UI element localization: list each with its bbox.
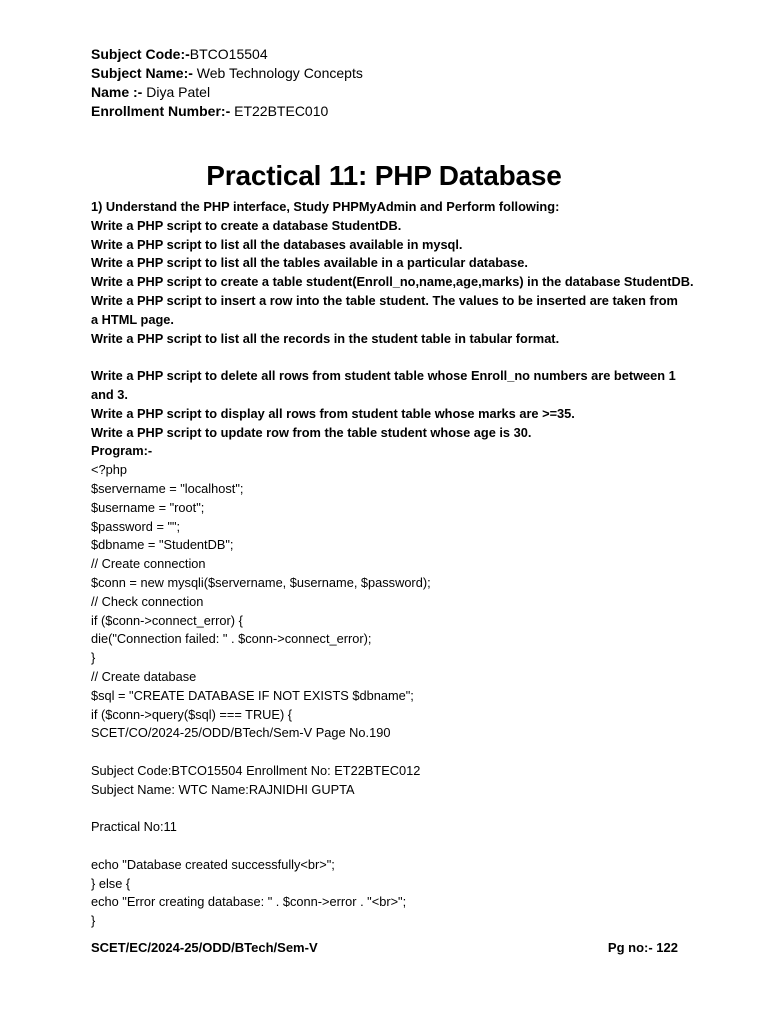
code-line: $sql = "CREATE DATABASE IF NOT EXISTS $dbname"; <box>91 687 414 703</box>
code-line: echo "Error creating database: " . $conn->error . "<br>"; <box>91 894 407 910</box>
student-name-value: Diya Patel <box>142 84 211 100</box>
code-line: } else { <box>91 875 131 891</box>
code-line: $conn = new mysqli($servername, $username, $password); <box>91 574 431 590</box>
task-line: Write a PHP script to list all the records in the student table in tabular format. <box>91 330 560 346</box>
task-line: Write a PHP script to list all the tables available in a particular database. <box>91 255 528 271</box>
enrollment-value: ET22BTEC010 <box>230 103 329 119</box>
program-label: Program:- <box>91 443 153 459</box>
code-line: echo "Database created successfully<br>"; <box>91 856 335 872</box>
enrollment-row <box>91 102 691 121</box>
code-line: die("Connection failed: " . $conn->connect_error); <box>91 631 372 647</box>
student-name-row <box>91 83 691 102</box>
task-line: Write a PHP script to display all rows from student table whose marks are >=35. <box>91 405 575 421</box>
code-line: // Check connection <box>91 593 204 609</box>
page-number: Pg no:- 122 <box>607 940 678 955</box>
practical-body <box>91 198 694 931</box>
task-line: 1) Understand the PHP interface, Study PHPMyAdmin and Perform following: <box>91 199 560 214</box>
task-line: Write a PHP script to create a database StudentDB. <box>91 217 402 233</box>
enrollment-label: Enrollment Number:- <box>91 103 231 119</box>
task-line: Write a PHP script to update row from the table student whose age is 30. <box>91 424 532 440</box>
task-line: Write a PHP script to delete all rows from student table whose Enroll_no numbers are between 1 and 3. <box>91 368 676 402</box>
code-line: // Create connection <box>91 556 206 572</box>
subject-code-value: BTCO15504 <box>189 46 268 62</box>
page-title: Practical 11: PHP Database <box>206 160 562 191</box>
code-line: // Create database <box>91 668 197 684</box>
spacer <box>91 743 681 762</box>
code-line: $username = "root"; <box>91 499 205 515</box>
code-line: Practical No:11 <box>91 819 177 835</box>
code-line: $password = ""; <box>91 518 181 534</box>
page-footer <box>91 938 678 957</box>
code-line: if ($conn->connect_error) { <box>91 612 243 628</box>
task-line: Write a PHP script to insert a row into the table student. The values to be inserted are taken from a HTML page. <box>91 292 678 327</box>
student-name-label: Name :- <box>91 84 143 100</box>
code-line: } <box>91 913 96 929</box>
code-line: <?php <box>91 462 127 478</box>
code-line: if ($conn->query($sql) === TRUE) { <box>91 706 293 722</box>
code-line: $servername = "localhost"; <box>91 480 244 496</box>
code-line: SCET/CO/2024-25/ODD/BTech/Sem-V Page No.190 <box>91 725 391 741</box>
task-line: Write a PHP script to list all the databases available in mysql. <box>91 236 463 252</box>
code-line: Subject Code:BTCO15504 Enrollment No: ET22BTEC012 <box>91 762 421 778</box>
subject-name-value: Web Technology Concepts <box>192 65 363 81</box>
subject-name-row <box>91 64 691 83</box>
subject-code-label: Subject Code:- <box>91 46 190 62</box>
spacer <box>91 348 681 367</box>
task-line: Write a PHP script to create a table student(Enroll_no,name,age,marks) in the database StudentDB. <box>91 274 694 290</box>
code-line: $dbname = "StudentDB"; <box>91 537 234 553</box>
spacer <box>91 800 681 819</box>
subject-name-label: Subject Name:- <box>91 65 193 81</box>
code-line: } <box>91 650 96 666</box>
spacer <box>91 837 681 856</box>
student-info-header <box>91 45 691 121</box>
code-line: Subject Name: WTC Name:RAJNIDHI GUPTA <box>91 781 355 797</box>
subject-code-row <box>91 45 691 64</box>
footer-left-text: SCET/EC/2024-25/ODD/BTech/Sem-V <box>91 940 318 955</box>
